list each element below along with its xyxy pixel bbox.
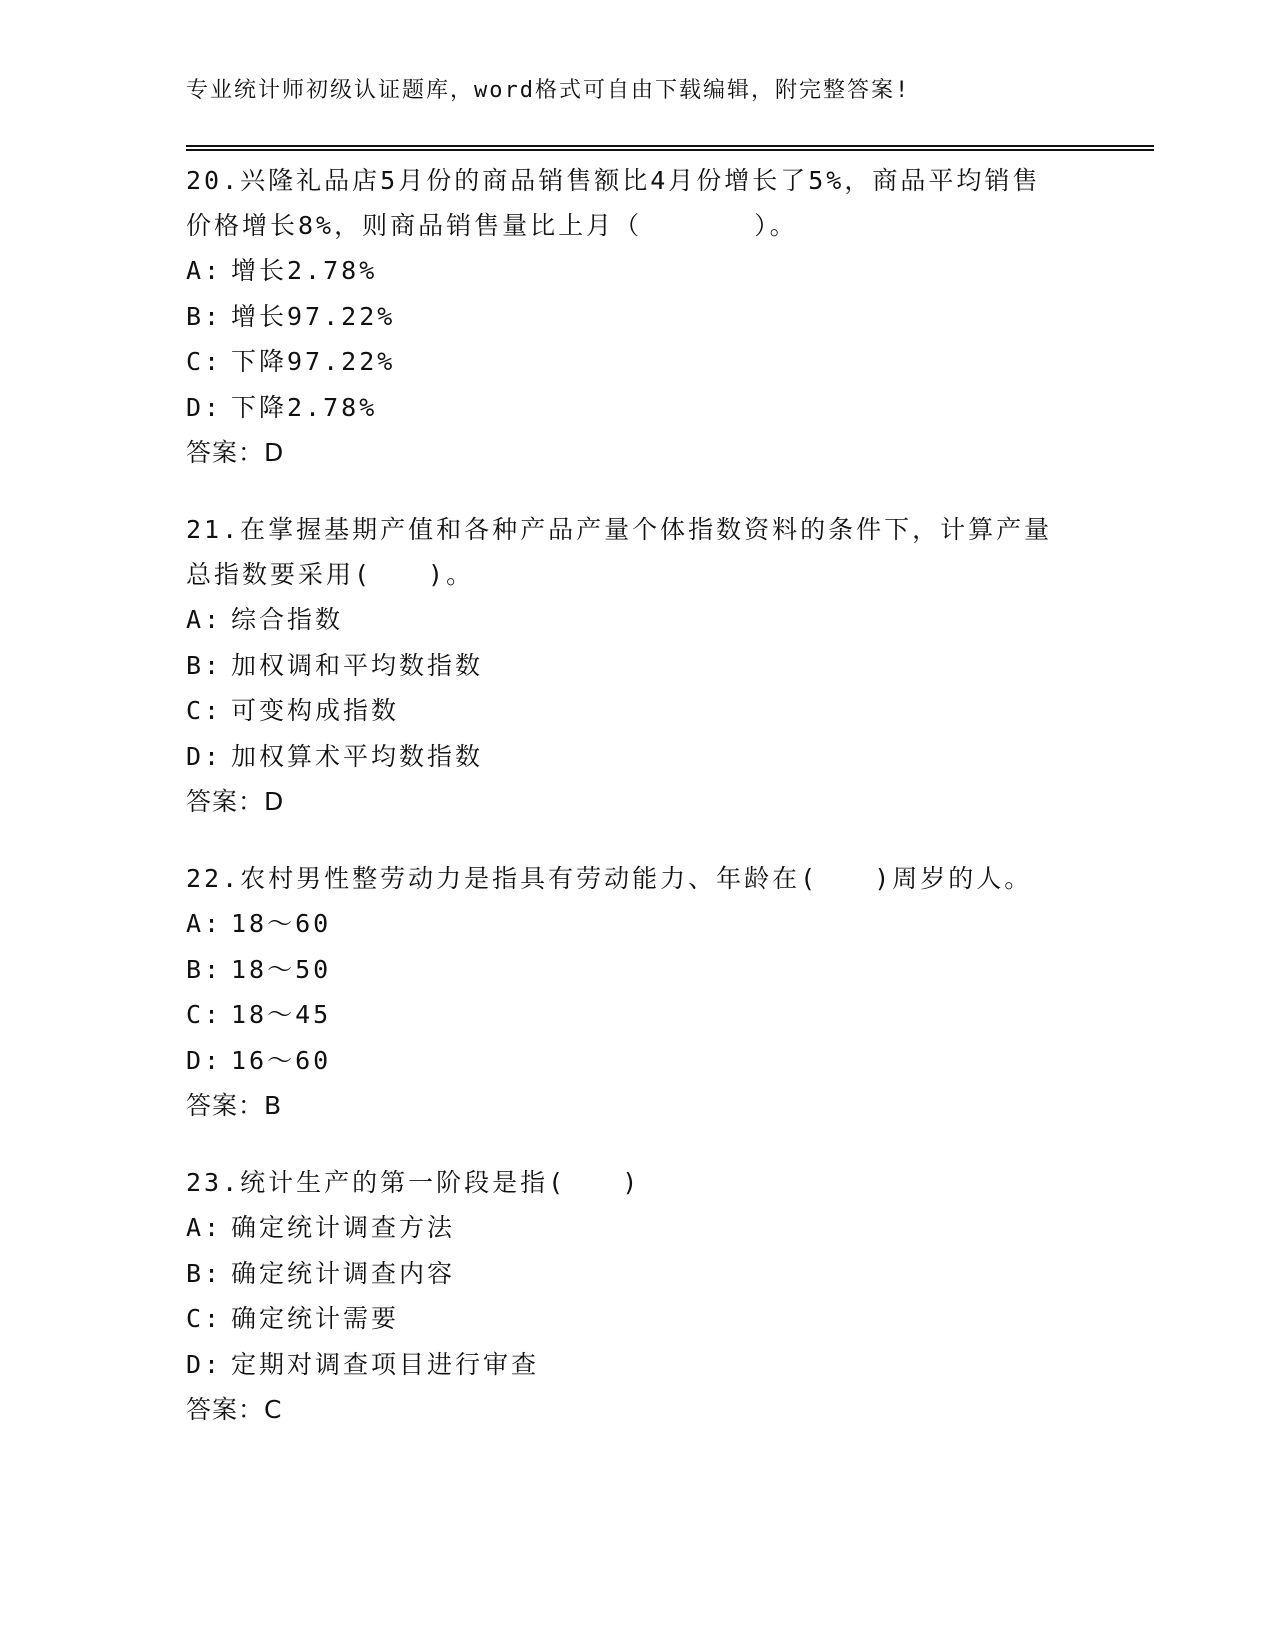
answer-line: 答案：C bbox=[186, 1395, 283, 1424]
option-key: B: bbox=[186, 301, 223, 331]
option-b bbox=[186, 643, 1086, 689]
option-b bbox=[186, 947, 1086, 993]
option-text: 加权算术平均数指数 bbox=[231, 741, 484, 771]
answer-line: 答案：D bbox=[186, 438, 285, 467]
option-d bbox=[186, 385, 1086, 431]
option-text: 18～60 bbox=[231, 909, 332, 938]
option-key: D: bbox=[186, 1045, 223, 1075]
question-list bbox=[186, 158, 1086, 1464]
question-stem-line: 23.统计生产的第一阶段是指( ) bbox=[186, 1168, 641, 1197]
option-key: A: bbox=[186, 909, 223, 938]
option-c bbox=[186, 992, 1086, 1038]
option-key: C: bbox=[186, 1304, 223, 1333]
option-text: 综合指数 bbox=[231, 605, 344, 634]
option-text: 确定统计调查内容 bbox=[231, 1258, 456, 1288]
answer-line: 答案：B bbox=[186, 1091, 283, 1120]
option-text: 确定统计需要 bbox=[231, 1304, 400, 1333]
question-21 bbox=[186, 507, 1086, 824]
question-20 bbox=[186, 158, 1086, 475]
option-text: 18～50 bbox=[231, 954, 332, 984]
option-key: D: bbox=[186, 392, 223, 422]
question-stem-line: 价格增长8%，则商品销售量比上月（ ）。 bbox=[186, 211, 798, 240]
question-stem-line: 总指数要采用( )。 bbox=[186, 560, 475, 589]
option-text: 增长2.78% bbox=[231, 256, 378, 285]
page-header: 专业统计师初级认证题库，word格式可自由下载编辑，附完整答案! bbox=[186, 78, 911, 103]
option-key: D: bbox=[186, 741, 223, 771]
question-stem-line: 21.在掌握基期产值和各种产品产量个体指数资料的条件下，计算产量 bbox=[186, 515, 1053, 544]
option-text: 确定统计调查方法 bbox=[231, 1213, 456, 1242]
option-b bbox=[186, 294, 1086, 340]
option-text: 16～60 bbox=[231, 1045, 332, 1075]
option-d bbox=[186, 734, 1086, 780]
option-key: C: bbox=[186, 696, 223, 725]
option-key: C: bbox=[186, 347, 223, 376]
option-d bbox=[186, 1342, 1086, 1388]
option-text: 可变构成指数 bbox=[231, 696, 400, 725]
option-key: B: bbox=[186, 650, 223, 680]
option-a bbox=[186, 901, 1086, 947]
option-text: 下降2.78% bbox=[231, 392, 378, 422]
option-a bbox=[186, 248, 1086, 294]
option-text: 下降97.22% bbox=[231, 347, 396, 376]
option-c bbox=[186, 339, 1086, 385]
option-key: B: bbox=[186, 954, 223, 984]
option-a bbox=[186, 597, 1086, 643]
option-text: 加权调和平均数指数 bbox=[231, 650, 484, 680]
option-key: A: bbox=[186, 256, 223, 285]
option-c bbox=[186, 1296, 1086, 1342]
question-23 bbox=[186, 1160, 1086, 1432]
option-d bbox=[186, 1038, 1086, 1084]
option-b bbox=[186, 1251, 1086, 1297]
option-text: 定期对调查项目进行审查 bbox=[231, 1349, 540, 1379]
option-key: C: bbox=[186, 1000, 223, 1029]
option-key: B: bbox=[186, 1258, 223, 1288]
option-c bbox=[186, 688, 1086, 734]
option-key: A: bbox=[186, 1213, 223, 1242]
option-text: 增长97.22% bbox=[231, 301, 396, 331]
option-key: A: bbox=[186, 605, 223, 634]
option-text: 18～45 bbox=[231, 1000, 332, 1029]
question-stem-line: 22.农村男性整劳动力是指具有劳动能力、年龄在( )周岁的人。 bbox=[186, 864, 1033, 893]
question-stem-line: 20.兴隆礼品店5月份的商品销售额比4月份增长了5%，商品平均销售 bbox=[186, 166, 1041, 195]
option-a bbox=[186, 1205, 1086, 1251]
answer-line: 答案：D bbox=[186, 787, 285, 816]
header-double-rule bbox=[186, 145, 1154, 151]
option-key: D: bbox=[186, 1349, 223, 1379]
question-22 bbox=[186, 856, 1086, 1128]
